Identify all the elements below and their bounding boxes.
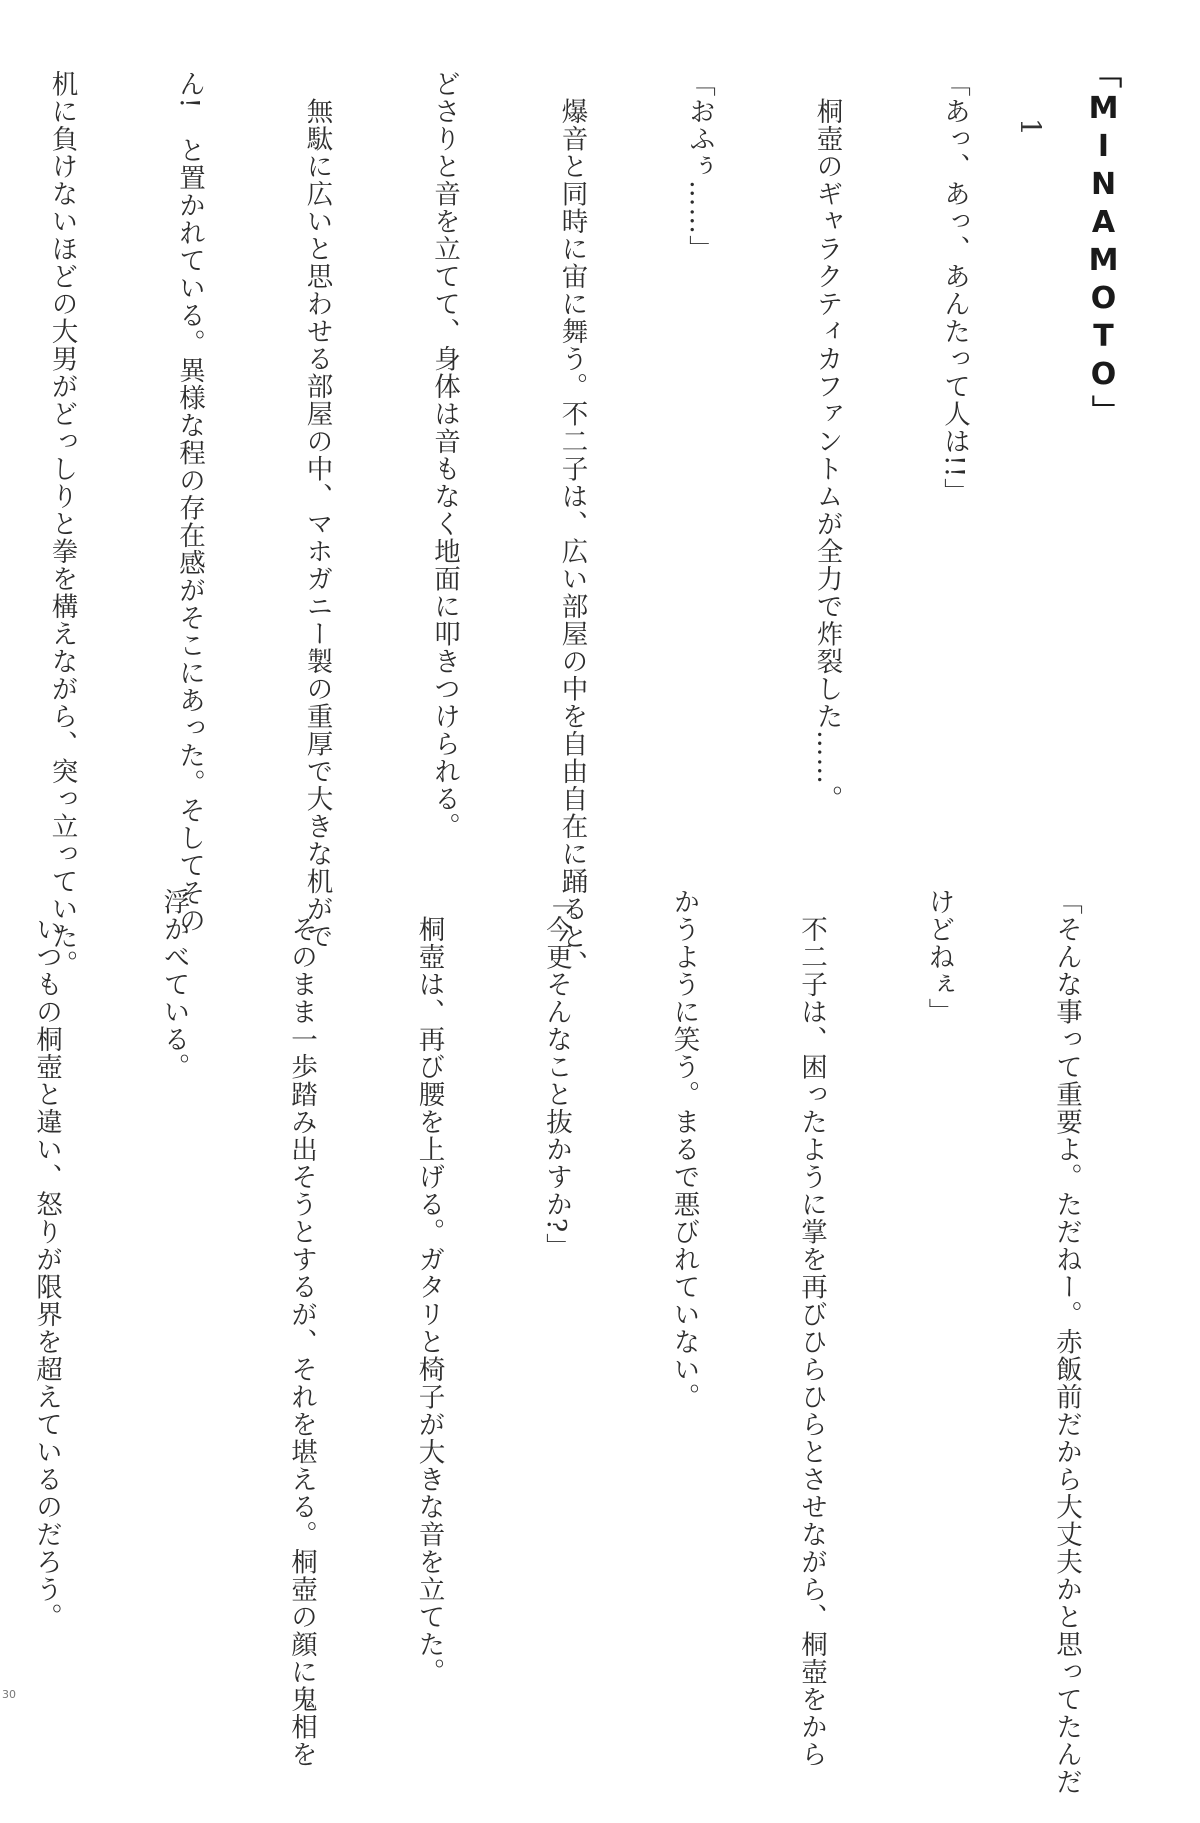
text-line: そのまま一歩踏み出そうとするが、それを堪える。桐壺の顔に鬼相を [286, 888, 317, 1768]
story-title: 「MINAMOTO」 [1086, 58, 1121, 428]
text-line: 爆音と同時に宙に舞う。不二子は、広い部屋の中を自由自在に踊ると、 [556, 70, 588, 978]
text-line: 「今更そんなこと抜かすか?」 [541, 888, 572, 1261]
text-line: けどねぇ」 [923, 888, 955, 1026]
text-line: ん! と置かれている。異様な程の存在感がそこにあった。そしてその [174, 70, 205, 935]
text-line: 不二子は、困ったように掌を再びひらひらとさせながら、桐壺をから [796, 888, 827, 1768]
text-line: 「おふぅ……」 [684, 70, 715, 263]
page-number: 30 [2, 1688, 16, 1701]
chapter-number: 1 [1014, 118, 1047, 136]
text-line: 「そんな事って重要よ。ただねー。赤飯前だから大丈夫かと思ってたんだ [1051, 888, 1082, 1796]
text-line: 無駄に広いと思わせる部屋の中、マホガニー製の重厚で大きな机がで [301, 70, 333, 950]
text-line: かうように笑う。まるで悪びれていない。 [668, 888, 700, 1411]
text-line: 机に負けないほどの大男がどっしりと拳を構えながら、突っ立っていた。 [46, 70, 78, 978]
text-line: 「あっ、あっ、あんたって人は!!」 [939, 70, 970, 506]
text-line: 桐壺のギャラクティカファントムが全力で炸裂した……。 [811, 70, 843, 813]
text-line: 浮かべている。 [158, 888, 190, 1081]
text-line: どさりと音を立てて、身体は音もなく地面に叩きつけられる。 [429, 70, 460, 840]
text-line: 桐壺は、再び腰を上げる。ガタリと椅子が大きな音を立てた。 [413, 888, 445, 1686]
text-line: いつもの桐壺と違い、怒りが限界を超えているのだろう。 [31, 888, 62, 1631]
